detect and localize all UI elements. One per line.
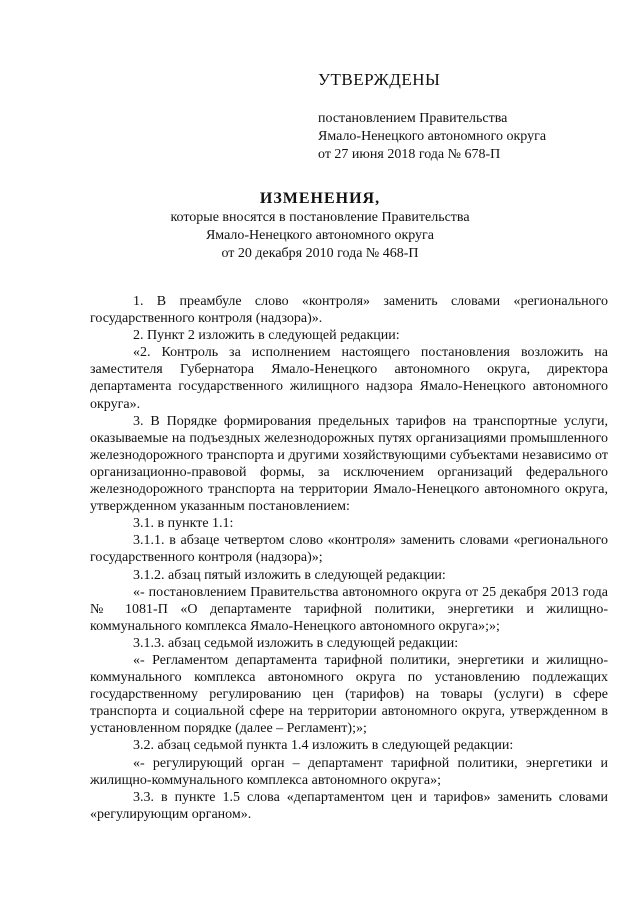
- paragraph: 3.3. в пункте 1.5 слова «департаментом цен и тарифов» заменить словами «регулирующим органом».: [90, 789, 608, 822]
- document-body: [90, 293, 608, 823]
- paragraph: «- регулирующий орган – департамент тарифной политики, энергетики и жилищно-коммунального комплекса автономного округа»;: [90, 755, 608, 788]
- approval-reference: [318, 110, 546, 164]
- paragraph: 2. Пункт 2 изложить в следующей редакции:: [133, 328, 400, 344]
- title-subline: которые вносятся в постановление Правительства: [170, 210, 470, 225]
- document-title: ИЗМЕНЕНИЯ,: [259, 190, 381, 207]
- paragraph: 1. В преамбуле слово «контроля» заменить словами «регионального государственного контроля (надзора)».: [90, 294, 608, 327]
- paragraph: 3.1.1. в абзаце четвертом слово «контроля» заменить словами «регионального государственного контроля (надзора)»;: [90, 533, 608, 566]
- paragraph: 3. В Порядке формирования предельных тарифов на транспортные услуги, оказываемые на подъездных железнодорожных путях организациями промышленного железнодорожного транспорта и другими хозяйствующими субъектами независимо от организационно-правовой формы, за исключением организаций федерального железнодорожного транспорта на территории Ямало-Ненецкого автономного округа, утвержденном указанным постановлением:: [90, 413, 608, 515]
- paragraph: 3.1.2. абзац пятый изложить в следующей редакции:: [133, 567, 446, 583]
- document-title-block: [90, 190, 550, 263]
- paragraph: «2. Контроль за исполнением настоящего постановления возложить на заместителя Губернатора Ямало-Ненецкого автономного округа, директора департамента государственного жилищного надзора Ямало-Ненецкого автономного округа».: [90, 345, 608, 412]
- paragraph: «- Регламентом департамента тарифной политики, энергетики и жилищно-коммунального комплекса автономного округа по установлению подлежащих государственному регулированию цен (тарифов) на товары (услуги) в сфере транспорта и социальной сфере на территории автономного округа, утвержденном в установленном порядке (далее – Регламент);»;: [90, 652, 608, 737]
- paragraph: 3.2. абзац седьмой пункта 1.4 изложить в следующей редакции:: [133, 738, 514, 754]
- title-subline: от 20 декабря 2010 года № 468-П: [221, 246, 419, 261]
- paragraph: 3.1.3. абзац седьмой изложить в следующей редакции:: [133, 635, 459, 651]
- title-subline: Ямало-Ненецкого автономного округа: [205, 228, 435, 243]
- paragraph: «- постановлением Правительства автономного округа от 25 декабря 2013 года № 1081-П «О департаменте тарифной политики, энергетики и жилищно-коммунального комплекса Ямало-Ненецкого автономного округа»;»;: [90, 584, 608, 634]
- approved-heading: УТВЕРЖДЕНЫ: [318, 70, 441, 89]
- approval-line: постановлением Правительства: [318, 111, 508, 126]
- approval-line: от 27 июня 2018 года № 678-П: [318, 147, 501, 162]
- approval-line: Ямало-Ненецкого автономного округа: [318, 129, 547, 144]
- paragraph: 3.1. в пункте 1.1:: [133, 516, 234, 532]
